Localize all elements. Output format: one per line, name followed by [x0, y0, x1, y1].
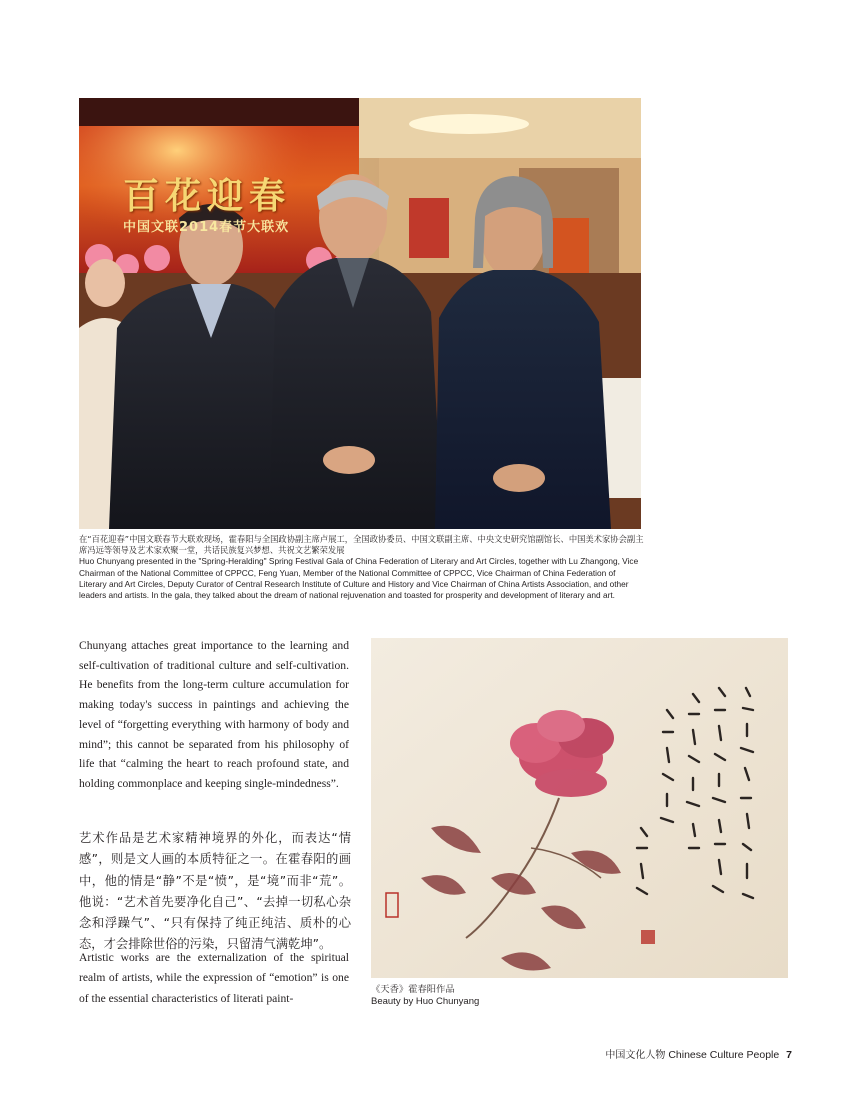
gala-photo-illustration [79, 98, 641, 529]
photo-caption-en: Huo Chunyang presented in the "Spring-Heralding" Spring Festival Gala of China Federation of Literary and Art Circles, together with Lu Zhangong, Vice Chairman of the National Committee of CPPCC, Feng Yuan, Member of the National Committee of CPPCC, Vice Chairman of China Federation of Literary and Art Circles, Deputy Curator of Central Research Institute of Culture and History and Vice Chairman of China Artists Association, and other leaders and artists. In the gala, they talked about the dream of national rejuvenation and toasted for prosperity and development of literary and art. [79, 556, 639, 601]
banner-title: 百花迎春 [123, 175, 292, 217]
page-footer [605, 1046, 792, 1061]
body-paragraph-en-1: Chunyang attaches great importance to the learning and self-cultivation of traditional culture and self-cultivation. He benefits from the long-term culture accumulation for making today's success in paintings and achieving the level of “forgetting everything with harmony of body and mind”; this cannot be separated from his philosophy of life that “calming the heart to reach profound state, and holding commonplace and keeping single-mindedness”. [79, 639, 349, 790]
banner-subtitle: 中国文联2014春节大联欢 [123, 220, 290, 235]
painting-caption [371, 984, 671, 1008]
page-number: 7 [786, 1049, 792, 1061]
photo-caption-zh: 在“百花迎春”中国文联春节大联欢现场，霍春阳与全国政协副主席卢展工，全国政协委员、中国文联副主席、中央文史研究馆副馆长、中国美术家协会副主席冯远等领导及艺术家欢聚一堂，共话民族复兴梦想、共祝文艺繁荣发展 [79, 534, 644, 556]
painting-caption-zh: 《天香》霍春阳作品 [371, 984, 455, 995]
publication-name-zh: 中国文化人物 [605, 1050, 666, 1061]
body-paragraph-zh: 艺术作品是艺术家精神境界的外化，而表达“情感”，则是文人画的本质特征之一。在霍春阳的画中，他的情是“静”不是“愤”，是“境”而非“荒”。他说：“艺术首先要净化自己”、“去掉一切私心杂念和浮躁气”、“只有保持了纯正纯洁、质朴的心态，才会排除世俗的污染，只留清气满乾坤”。 [79, 831, 351, 952]
body-paragraph-en-2: Artistic works are the externalization of the spiritual realm of artists, while the expression of “emotion” is one of the essential characteristics of literati paint- [79, 951, 349, 1005]
gala-photo [79, 98, 641, 529]
publication-name-en: Chinese Culture People [668, 1049, 780, 1061]
peony-painting-illustration [371, 638, 788, 978]
painting-caption-en: Beauty by Huo Chunyang [371, 996, 480, 1007]
photo-caption [79, 534, 644, 601]
peony-painting [371, 638, 788, 978]
